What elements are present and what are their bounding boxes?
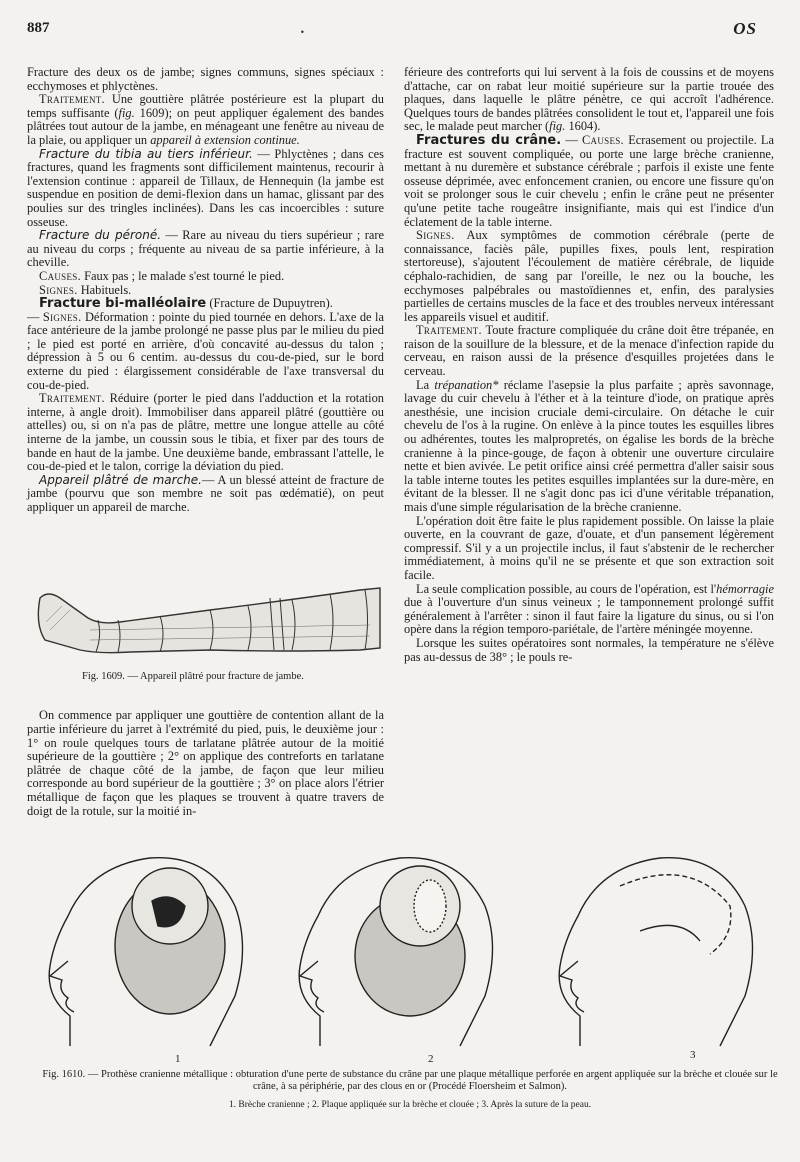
- paragraph: [27, 297, 384, 311]
- text: Aux symptômes de commotion cérébrale (perte de connaissance, faciès pâle, pupilles fixes, pouls lent, respiration stertoreuse), s'ajoutent l'écoulement de matière cérébrale, de liquide céphalo-rachidien, de sang par l'oreille, le nez ou la bouche, les ecchymoses palpébrales ou mastoïdiennes et, enfin, des paralysies partielles de certains muscles de la face et des troubles nerveux intéressant les appareils visuel et auditif.: [404, 228, 774, 324]
- text: Réduire (porter le pied dans l'adduction et la rotation interne, à angle droit). Immobiliser dans appareil plâtré (gouttière ou attelles) ou, si on n'a pas de plâtre, mettre une longue attelle au côté interne de la jambe, un coussin sous le tibia, et fixer par des tours de bande en haut de la jambe. Une deuxième bande, embrassant l'attelle, le cou-de-pied et le talon, corrige la déviation du pied.: [27, 391, 384, 474]
- figure-1609-caption: Fig. 1609. — Appareil plâtré pour fracture de jambe.: [82, 671, 304, 682]
- subheading: Fracture du péroné.: [39, 228, 162, 243]
- leg-cast-illustration: [30, 570, 382, 670]
- head-3: [559, 858, 752, 1046]
- text: (Fracture de Dupuytren).: [206, 296, 333, 311]
- paragraph: [27, 474, 384, 515]
- text: 1604).: [565, 119, 601, 134]
- figure-label-3: 3: [690, 1049, 696, 1061]
- fig-ref: fig.: [118, 105, 135, 120]
- italic-text: appareil à extension continue.: [150, 132, 300, 147]
- heading: Fractures du crâne.: [416, 132, 562, 148]
- paragraph: On commence par appliquer une gouttière de contention allant de la partie inférieure du jarret à l'extrémité du pied, puis, le deuxième jour : 1° on roule quelques tours de tarlatane plâtrée autour de la moitié supérieure de la gouttière ; 2° on applique des contreforts en tarlatane plâtrée de chaque côté de la jambe, de façon que leur milieu corresponde au bord supérieur de la gouttière ; 3° on place alors l'étrier métallique de façon que les plaques se trouvent à quatre travers de doigt de la rotule, sur la moitié in-: [27, 708, 384, 818]
- text: 1609); on peut appliquer également des bandes plâtrées tout autour de la jambe, en ménageant une fenêtre au niveau de la plaie, ou appliquer un: [27, 105, 384, 147]
- paragraph: [404, 583, 774, 637]
- paragraph: [404, 324, 774, 378]
- paragraph: Fracture des deux os de jambe; signes communs, signes spéciaux : ecchymoses et phlyctènes.: [27, 65, 384, 93]
- paragraph: L'opération doit être faite le plus rapidement possible. On laisse la plaie ouverte, en la couvrant de gaze, d'ouate, et d'un pansement légèrement compressif. S'il y a un projectile inclus, il faut s'abstenir de le rechercher immédiatement, à moins qu'il ne se présente et que son extraction soit facile.: [404, 513, 774, 582]
- figure-1610-legend: 1. Brèche cranienne ; 2. Plaque appliquée sur la brèche et clouée ; 3. Après la suture de la peau.: [228, 1100, 592, 1110]
- skull-prosthesis-illustrations: [40, 846, 780, 1068]
- section-label: Traitement.: [39, 92, 105, 107]
- header-dot: •: [300, 28, 305, 37]
- text: réclame l'asepsie la plus parfaite ; après savonnage, lavage du cuir chevelu à l'éther et à la teinture d'iode, on pratique après anesthésie, une incision cruciale demi-circulaire. On détache le cuir chevelu de l'os à la rugine. On enlève à la pince toutes les esquilles libres ou adhérentes, toutes les malpropretés, on égalise les bords de la brèche cranienne à la pince-gouge, de façon à obtenir une ouverture circulaire nette et bien avivée. Le petit orifice ainsi créé permettra d'aller saisir sous la table interne toutes les petites esquilles implantées sur la dure-mère, en évitant de la blesser. Il ne s'agit donc pas ici d'une véritable trépanation, mais d'une simple régularisation de la brèche cranienne.: [404, 377, 774, 514]
- paragraph: [27, 93, 384, 147]
- paragraph: [27, 284, 384, 298]
- text: — Phlyctènes ; dans ces fractures, quand les fragments sont difficilement maintenus, recourir à l'extension continue : appareil de Tillaux, de Hennequin (la jambe est suspendue en position de demi-flexion dans un hamac, glissant par des poulies sur des tringles inclinées). Dans les cas incoercibles : suture osseuse.: [27, 146, 384, 229]
- paragraph: — Signes. Déformation : pointe du pied tournée en dehors. L'axe de la face antérieure de la jambe prolongé ne passe plus par le milieu du pied ; le pied est porté en arrière, d'où concavité au-dessus du talon ; dépression à 5 ou 6 centim. au-dessus du cou-de-pied, sur le bord externe du pied : élargissement considérable de l'axe transversal du cou-de-pied.: [27, 309, 384, 392]
- text: La: [416, 377, 435, 392]
- fig-ref: fig.: [549, 119, 566, 134]
- paragraph: Lorsque les suites opératoires sont normales, la température ne s'élève pas au-dessus de 38° ; le pouls re-: [404, 635, 774, 664]
- page-number: 887: [27, 20, 50, 36]
- text: — A un blessé atteint de fracture de jambe (pourvu que son membre ne soit pas œdématié), on peut appliquer un appareil de marche.: [27, 472, 384, 514]
- text: due à l'ouverture d'un sinus veineux ; le tamponnement prolongé suffit généralement à l'arrêter : sinon il faut faire la ligature du sinus, ou si l'on opère dans la région temporo-pariétale, de l'artère méningée moyenne.: [404, 595, 774, 637]
- section-label: Causes.: [581, 132, 624, 147]
- paragraph: [27, 148, 384, 230]
- text: Habituels.: [77, 282, 132, 297]
- paragraph: [27, 229, 384, 270]
- paragraph: [27, 392, 384, 474]
- paragraph: [404, 379, 774, 515]
- figure-1610-caption: Fig. 1610. — Prothèse cranienne métallique : obturation d'une perte de substance du crâne par une plaque métallique perforée en argent appliquée sur la brèche et clouée sur le crâne, à sa périphérie, par des clous en or (Procédé Floersheim et Salmon).: [42, 1069, 778, 1092]
- running-title: OS: [733, 19, 757, 38]
- subheading: Appareil plâtré de marche.: [39, 472, 202, 487]
- text: Ecrasement ou projectile. La fracture est souvent compliquée, ou porte une large brèche cranienne, mettant à nu duremère et substance cérébrale ; parfois il existe une fente osseuse déprimée, avec enfoncement cranien, ou encore une fissure qu'on voit se prolonger sous le cuir chevelu ; enfin le crâne peut ne présenter qu'une petite tache rougeâtre insignifiante, mais qui est l'indice d'un éclatement de la table interne.: [404, 132, 774, 229]
- paragraph: Fractures du crâne. — Causes. Ecrasement ou projectile. La fracture est souvent compliquée, ou porte une large brèche cranienne, mettant à nu duremère et substance cérébrale ; parfois il existe une fente osseuse déprimée, avec enfoncement cranien, ou encore une fissure qu'on voit se prolonger sous le cuir chevelu ; enfin le crâne peut ne présenter qu'une petite tache rougeâtre insignifiante, mais qui est l'indice d'un éclatement de la table interne.: [404, 132, 774, 229]
- text: Faux pas ; le malade s'est tourné le pied.: [80, 268, 285, 283]
- figure-label-1: 1: [175, 1053, 181, 1065]
- section-label: Traitement.: [416, 323, 482, 338]
- section-label: Traitement.: [39, 391, 105, 406]
- section-label: Signes.: [42, 309, 82, 324]
- head-2: [299, 858, 492, 1046]
- right-column: [404, 66, 774, 664]
- left-column-continued: [27, 697, 384, 831]
- subheading: Fracture du tibia au tiers inférieur.: [39, 146, 253, 161]
- section-label: Signes.: [39, 282, 78, 297]
- paragraph: [27, 270, 384, 284]
- text: Déformation : pointe du pied tournée en dehors. L'axe de la face antérieure de la jambe prolongé ne passe plus par le milieu du pied ; le pied est porté en arrière, d'où concavité au-dessus du talon ; dépression à 5 ou 6 centim. au-dessus du cou-de-pied, sur le bord externe du pied : élargissement considérable de l'axe transversal du cou-de-pied.: [27, 309, 384, 392]
- text: La seule complication possible, au cours de l'opération, est l': [416, 581, 717, 596]
- text: — Rare au niveau du tiers supérieur ; rare au niveau du corps ; fréquente au niveau de sa partie inférieure, à la cheville.: [27, 228, 385, 270]
- paragraph: [404, 66, 774, 134]
- italic-text: trépanation*: [434, 377, 499, 392]
- text: férieure des contreforts qui lui servent à la fois de coussins et de moyens d'attache, car on rabat leur moitié supérieure sur la partie trouée des plaques, dans laquelle le plâtre pénètre, ce qui accroît l'adhérence. Quelques tours de bandes plâtrées consolident le tout et, l'appareil une fois sec, le malade peut marcher (: [404, 65, 774, 134]
- italic-text: hémorragie: [716, 581, 774, 596]
- figure-label-2: 2: [428, 1053, 434, 1065]
- text: Une gouttière plâtrée postérieure est la plupart du temps suffisante (: [27, 92, 384, 120]
- paragraph: [404, 229, 774, 324]
- section-label: Causes.: [39, 268, 81, 283]
- head-1: [49, 858, 242, 1046]
- section-label: Signes.: [416, 228, 455, 243]
- heading: Fracture bi-malléolaire: [39, 296, 207, 312]
- left-column: [27, 66, 384, 515]
- text: Toute fracture compliquée du crâne doit être trépanée, en raison de la souillure de la blessure, et de la menace d'infection rapide du cerveau, en raison aussi de la présence d'esquilles projetées dans le cerveau.: [404, 323, 774, 379]
